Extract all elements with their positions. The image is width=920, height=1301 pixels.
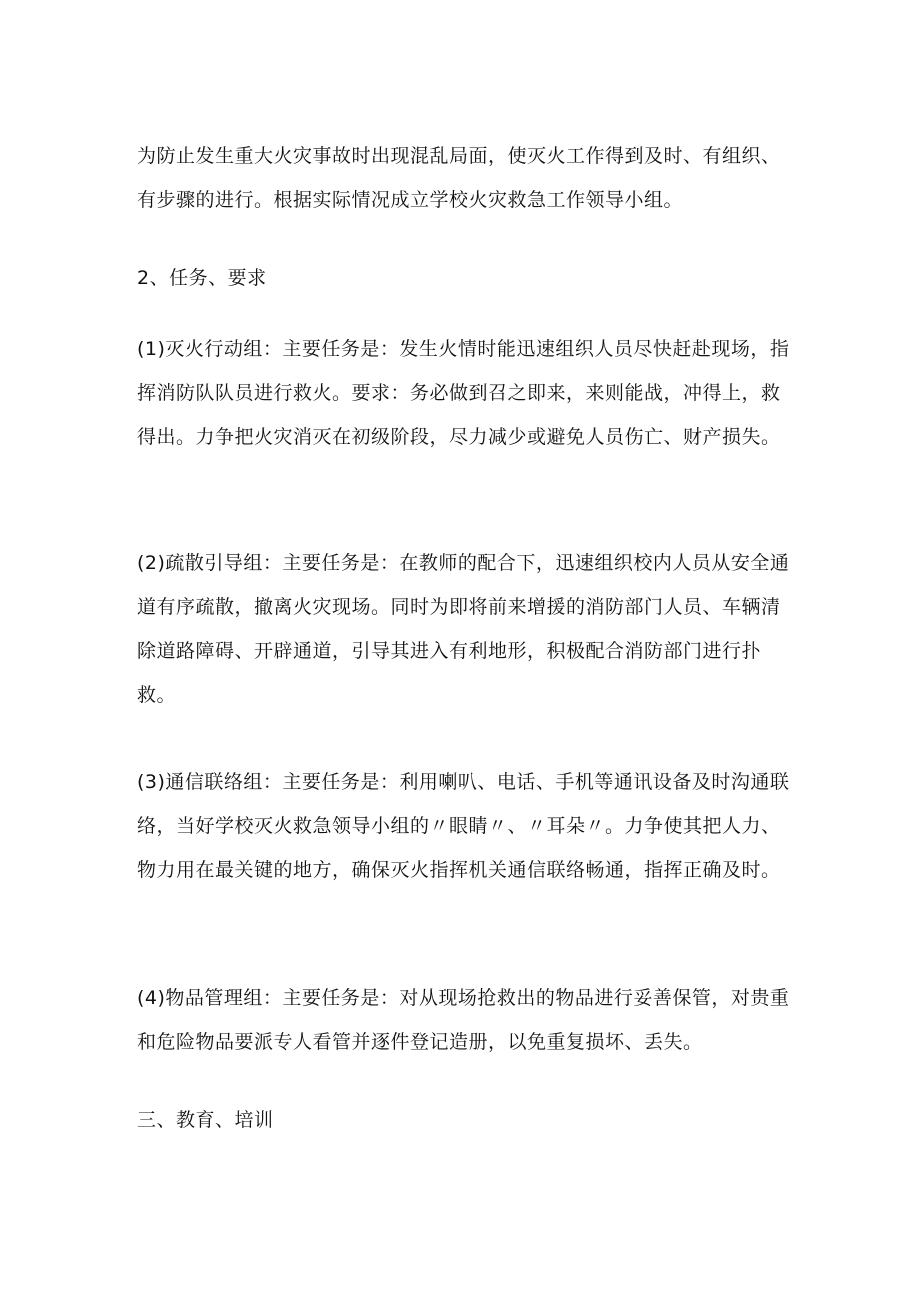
- paragraph-fire-fighting-group: (1)灭火行动组：主要任务是：发生火情时能迅速组织人员尽快赶赴现场，指挥消防队队员进行救火。要求：务必做到召之即来，来则能战，冲得上，救得出。力争把火灾消灭在初级阶段，尽力减少或避免人员伤亡、财产损失。: [137, 338, 790, 448]
- section-heading-tasks: 2、任务、要求: [137, 267, 267, 289]
- paragraph-evacuation-group: (2)疏散引导组：主要任务是：在教师的配合下，迅速组织校内人员从安全通道有序疏散，撤离火灾现场。同时为即将前来增援的消防部门人员、车辆清除道路障碍、开辟通道，引导其进入有利地形，积极配合消防部门进行扑救。: [137, 552, 790, 706]
- paragraph-communication-group: (3)通信联络组：主要任务是：利用喇叭、电话、手机等通讯设备及时沟通联络，当好学校灭火救急领导小组的〃眼睛〃、〃耳朵〃。力争使其把人力、物力用在最关键的地方，确保灭火指挥机关通信联络畅通，指挥正确及时。: [137, 771, 790, 881]
- paragraph-goods-management-group: (4)物品管理组：主要任务是：对从现场抢救出的物品进行妥善保管，对贵重和危险物品要派专人看管并逐件登记造册，以免重复损坏、丢失。: [137, 987, 790, 1053]
- section-heading-education: 三、教育、培训: [137, 1109, 274, 1131]
- intro-paragraph: 为防止发生重大火灾事故时出现混乱局面，使灭火工作得到及时、有组织、有步骤的进行。根据实际情况成立学校火灾救急工作领导小组。: [137, 145, 781, 211]
